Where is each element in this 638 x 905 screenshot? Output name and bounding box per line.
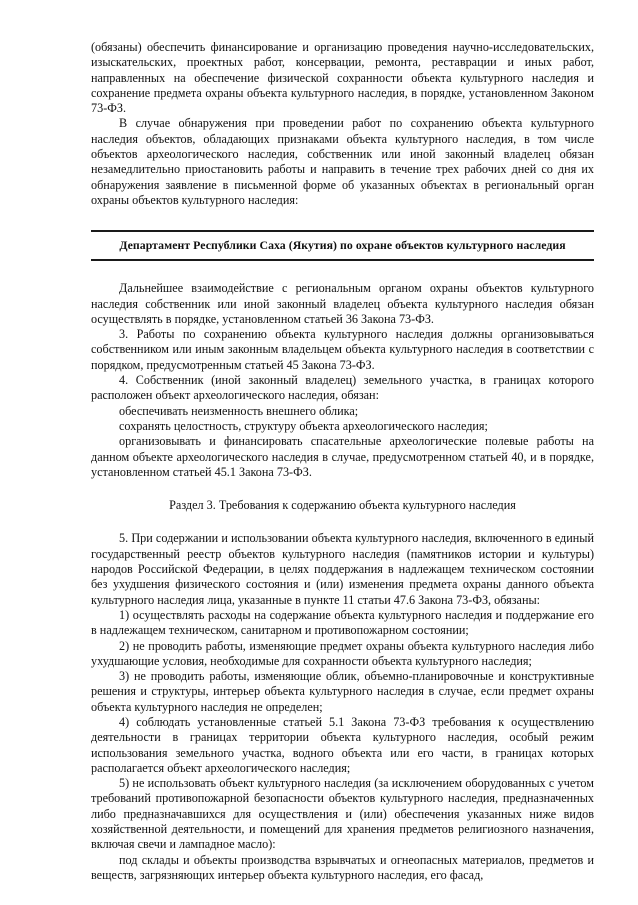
section-paragraph-5: 4) соблюдать установленные статьей 5.1 Закона 73-ФЗ требования к осуществлению деятельности в границах территории объекта культурного наследия, особый режим использования земельного участка, водного объекта или его части, в границах которых располагается объект археологического наследия; <box>91 714 594 775</box>
section-paragraph-2: 1) осуществлять расходы на содержание объекта культурного наследия и поддержание его в надлежащем техническом, санитарном и противопожарном состоянии; <box>91 607 594 638</box>
section-paragraph-3: 2) не проводить работы, изменяющие предмет охраны объекта культурного наследия либо ухудшающие условия, необходимые для сохранности объекта культурного наследия; <box>91 638 594 668</box>
middle-paragraph-4: обеспечивать неизменность внешнего облика; <box>119 403 359 418</box>
department-stamp <box>91 230 594 261</box>
intro-paragraph-1: (обязаны) обеспечить финансирование и организацию проведения научно-исследовательских, изыскательских, проектных работ, консервации, ремонта, реставрации и иных работ, направленных на обеспечение физической сохранности объекта культурного наследия и сохранение предмета охраны объекта культурного наследия, в порядке, установленном Законом 73-ФЗ. <box>91 40 594 116</box>
document-body <box>91 40 594 883</box>
middle-paragraph-1: Дальнейшее взаимодействие с региональным органом охраны объектов культурного наследия собственник или иной законный владелец объекта культурного наследия обязан осуществлять в порядке, установленном статьей 36 Закона 73-ФЗ. <box>91 281 594 326</box>
section-paragraph-4: 3) не проводить работы, изменяющие облик, объемно-планировочные и конструктивные решения и структуры, интерьер объекта культурного наследия в случае, если предмет охраны объекта культурного наследия не определен; <box>91 669 594 714</box>
department-stamp-text: Департамент Республики Саха (Якутия) по охране объектов культурного наследия <box>119 238 566 253</box>
middle-paragraph-6: организовывать и финансировать спасательные археологические полевые работы на данном объекте археологического наследия в случае, предусмотренном статьей 40, и в порядке, установленном статьей 45.1 Закона 73-ФЗ. <box>91 434 594 479</box>
section-paragraph-6: 5) не использовать объект культурного наследия (за исключением оборудованных с учетом требований противопожарной безопасности объектов культурного наследия, предназначенных либо предназначавшихся для осуществления и (или) обеспечения указанных ниже видов хозяйственной деятельности, и помещений для хранения предметов религиозного назначения, включая свечи и лампадное масло): <box>91 776 594 852</box>
section-heading: Раздел 3. Требования к содержанию объекта культурного наследия <box>169 498 516 513</box>
section-paragraph-1: 5. При содержании и использовании объекта культурного наследия, включенного в единый государственный реестр объектов культурного наследия (памятников истории и культуры) народов Российской Федерации, в целях поддержания в надлежащем техническом состоянии без ухудшения физического состояния и (или) изменения предмета охраны данного объекта культурного наследия лица, указанные в пункте 11 статьи 47.6 Закона 73-ФЗ, обязаны: <box>91 531 594 607</box>
middle-paragraph-3: 4. Собственник (иной законный владелец) земельного участка, в границах которого расположен объект археологического наследия, обязан: <box>91 373 594 403</box>
middle-paragraph-5: сохранять целостность, структуру объекта археологического наследия; <box>119 418 488 433</box>
intro-paragraph-2: В случае обнаружения при проведении работ по сохранению объекта культурного наследия объектов, обладающих признаками объекта культурного наследия, в том числе объектов археологического наследия, собственник или иной законный владелец обязан незамедлительно приостановить работы и направить в течение трех рабочих дней со дня их обнаружения заявление в письменной форме об указанных объектах в региональный орган охраны объектов культурного наследия: <box>91 116 594 207</box>
middle-paragraph-2: 3. Работы по сохранению объекта культурного наследия должны организовываться собственником или иным законным владельцем объекта культурного наследия в соответствии с порядком, предусмотренным статьей 45 Закона 73-ФЗ. <box>91 327 594 372</box>
section-paragraph-7: под склады и объекты производства взрывчатых и огнеопасных материалов, предметов и веществ, загрязняющих интерьер объекта культурного наследия, его фасад, <box>91 852 594 882</box>
